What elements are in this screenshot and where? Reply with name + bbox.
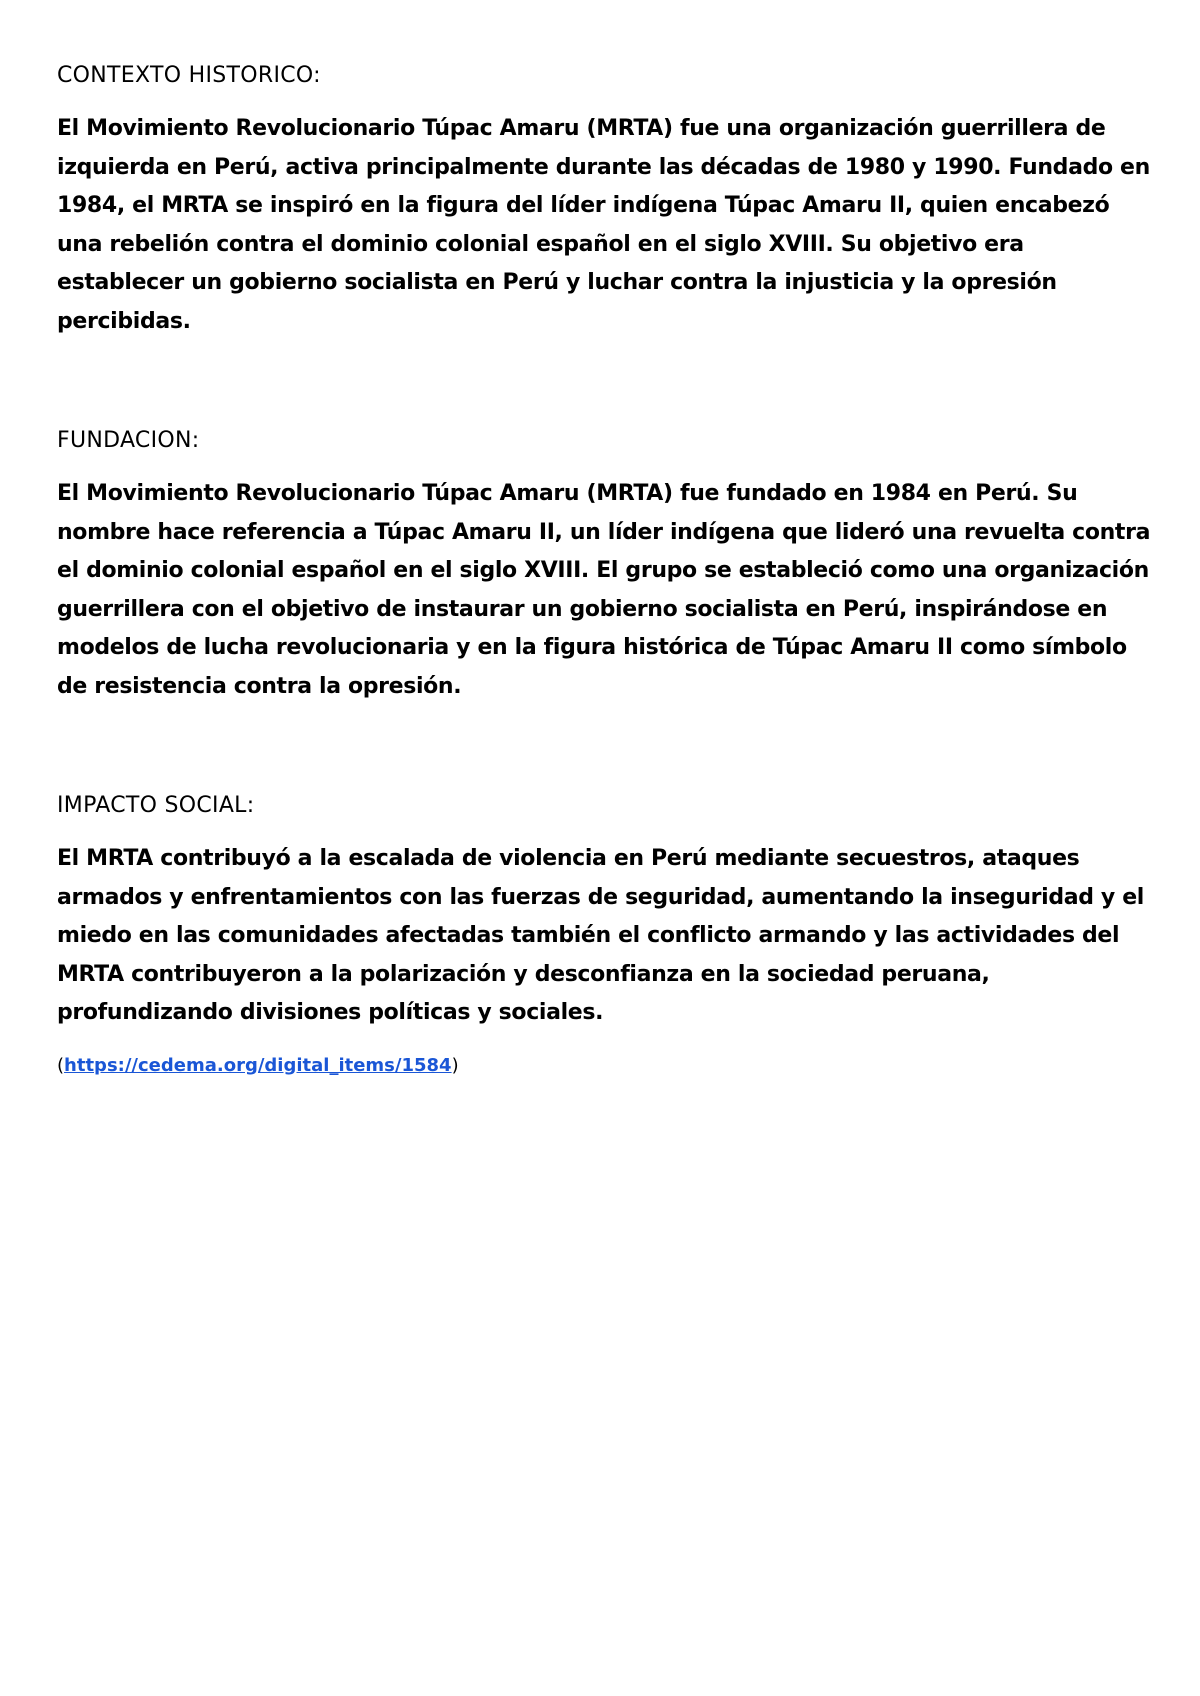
section-spacer bbox=[57, 706, 1157, 786]
section-body: El MRTA contribuyó a la escalada de violencia en Perú mediante secuestros, ataques armados y enfrentamientos con las fuerzas de seguridad, aumentando la inseguridad y el miedo en las comunidades afectadas también el conflicto armando y las actividades del MRTA contribuyeron a la polarización y desconfianza en la sociedad peruana, profundizando divisiones políticas y sociales. bbox=[57, 846, 1144, 1025]
section-spacer bbox=[57, 341, 1157, 421]
section-contexto-historico bbox=[57, 56, 1157, 341]
source-open-paren: ( bbox=[57, 1054, 65, 1076]
source-citation bbox=[57, 1051, 1157, 1081]
section-body: El Movimiento Revolucionario Túpac Amaru (MRTA) fue fundado en 1984 en Perú. Su nombre hace referencia a Túpac Amaru II, un líder indígena que lideró una revuelta contra el dominio colonial español en el siglo XVIII. El grupo se estableció como una organización guerrillera con el objetivo de instaurar un gobierno socialista en Perú, inspirándose en modelos de lucha revolucionaria y en la figura histórica de Túpac Amaru II como símbolo de resistencia contra la opresión. bbox=[57, 481, 1151, 699]
section-heading: IMPACTO SOCIAL: bbox=[57, 793, 255, 818]
section-body: El Movimiento Revolucionario Túpac Amaru (MRTA) fue una organización guerrillera de izquierda en Perú, activa principalmente durante las décadas de 1980 y 1990. Fundado en 1984, el MRTA se inspiró en la figura del líder indígena Túpac Amaru II, quien encabezó una rebelión contra el dominio colonial español en el siglo XVIII. Su objetivo era establecer un gobierno socialista en Perú y luchar contra la injusticia y la opresión percibidas. bbox=[57, 116, 1150, 334]
section-impacto-social bbox=[57, 786, 1157, 1033]
source-close-paren: ) bbox=[451, 1054, 459, 1076]
document-page bbox=[57, 56, 1157, 1081]
section-heading: CONTEXTO HISTORICO: bbox=[57, 63, 321, 88]
source-link[interactable]: https://cedema.org/digital_items/1584 bbox=[64, 1054, 452, 1076]
section-fundacion bbox=[57, 421, 1157, 706]
section-heading: FUNDACION: bbox=[57, 428, 200, 453]
